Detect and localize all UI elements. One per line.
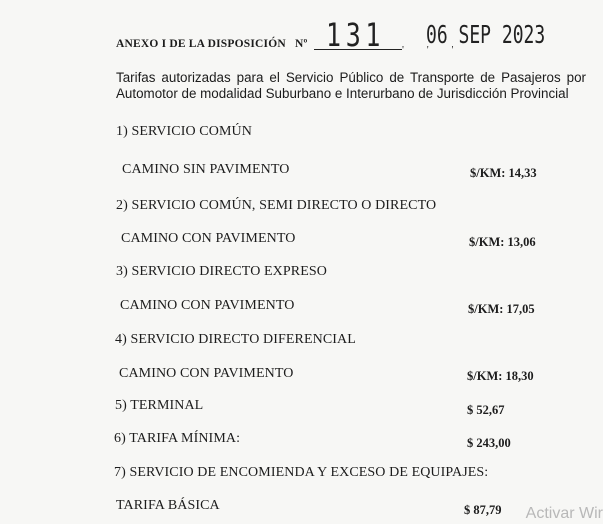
section-4-line-label: CAMINO CON PAVIMENTO: [119, 366, 294, 381]
section-7-price: $ 87,79: [464, 503, 502, 517]
section-2-title: 2) SERVICIO COMÚN, SEMI DIRECTO O DIRECTO: [116, 198, 437, 213]
number-sign: Nº: [294, 38, 308, 50]
activate-windows-watermark: Activar Wir: [525, 505, 603, 522]
section-3-line-label: CAMINO CON PAVIMENTO: [120, 298, 295, 313]
section-4-price: $/KM: 18,30: [467, 369, 534, 383]
section-7-line-label: TARIFA BÁSICA: [116, 498, 220, 513]
disposition-number-stamp: 131: [326, 16, 386, 54]
section-3-title: 3) SERVICIO DIRECTO EXPRESO: [116, 264, 327, 279]
section-2-line-label: CAMINO CON PAVIMENTO: [121, 231, 296, 246]
stamp-marks: ' ' ': [402, 44, 464, 56]
section-1-title: 1) SERVICIO COMÚN: [116, 124, 252, 139]
section-6-price: $ 243,00: [467, 436, 511, 450]
section-1-line-label: CAMINO SIN PAVIMENTO: [122, 162, 290, 177]
number-underline: [314, 49, 402, 50]
section-5-title: 5) TERMINAL: [115, 398, 204, 413]
section-1-price: $/KM: 14,33: [470, 166, 537, 180]
section-3-price: $/KM: 17,05: [468, 302, 535, 316]
annex-header: [116, 38, 307, 50]
section-7-title: 7) SERVICIO DE ENCOMIENDA Y EXCESO DE EQUIPAJES:: [114, 465, 489, 480]
section-5-price: $ 52,67: [467, 403, 505, 417]
section-4-title: 4) SERVICIO DIRECTO DIFERENCIAL: [115, 332, 356, 347]
disposition-date-stamp: 06 SEP 2023: [426, 20, 546, 49]
intro-paragraph: Tarifas autorizadas para el Servicio Público de Transporte de Pasajeros por Automotor de modalidad Suburbano e Interurbano de Jurisdicción Provincial: [116, 70, 586, 101]
annex-label: ANEXO I DE LA DISPOSICIÓN: [116, 38, 286, 50]
section-2-price: $/KM: 13,06: [469, 235, 536, 249]
section-6-title: 6) TARIFA MÍNIMA:: [114, 431, 241, 446]
